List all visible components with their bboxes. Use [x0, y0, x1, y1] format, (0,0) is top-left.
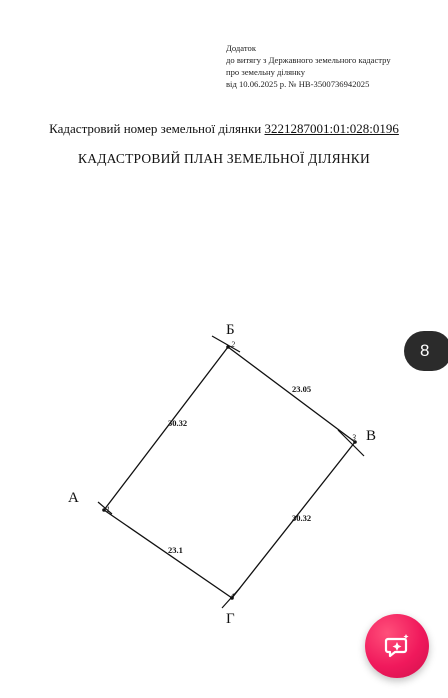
point-number-4: 4	[230, 592, 234, 601]
point-number-1: 1	[106, 505, 110, 514]
cadastral-label: Кадастровий номер земельної ділянки	[49, 121, 262, 136]
point-number-3: 3	[352, 433, 356, 442]
plan-title: КАДАСТРОВИЙ ПЛАН ЗЕМЕЛЬНОЇ ДІЛЯНКИ	[78, 151, 370, 166]
vertex-marker-2	[226, 345, 230, 349]
length-label-right: 30.32	[292, 513, 312, 523]
point-number-2: 2	[231, 340, 235, 349]
parcel-boundary	[104, 347, 355, 598]
annex-header	[226, 42, 391, 90]
cadastral-number-line	[0, 121, 448, 137]
sparkle-chat-icon	[382, 631, 412, 661]
annex-line-3: про земельну ділянку	[226, 67, 306, 77]
ai-chat-button[interactable]	[365, 614, 429, 678]
corner-label-d: Г	[226, 611, 235, 627]
corner-tick-c	[338, 430, 364, 456]
length-label-top: 23.05	[292, 384, 312, 394]
page-number-badge[interactable]: 8	[404, 331, 448, 371]
length-label-left: 30.32	[168, 418, 188, 428]
length-label-bottom: 23.1	[168, 545, 183, 555]
annex-line-4: від 10.06.2025 р. № НВ-3500736942025	[226, 79, 370, 89]
annex-line-2: до витягу з Державного земельного кадастру	[226, 55, 391, 65]
cadastral-plan-drawing	[0, 300, 448, 630]
annex-line-1: Додаток	[226, 43, 256, 53]
corner-label-b: Б	[226, 322, 235, 338]
corner-label-a: А	[68, 490, 79, 506]
cadastral-number: 3221287001:01:028:0196	[264, 121, 399, 136]
corner-label-c: В	[366, 428, 377, 444]
